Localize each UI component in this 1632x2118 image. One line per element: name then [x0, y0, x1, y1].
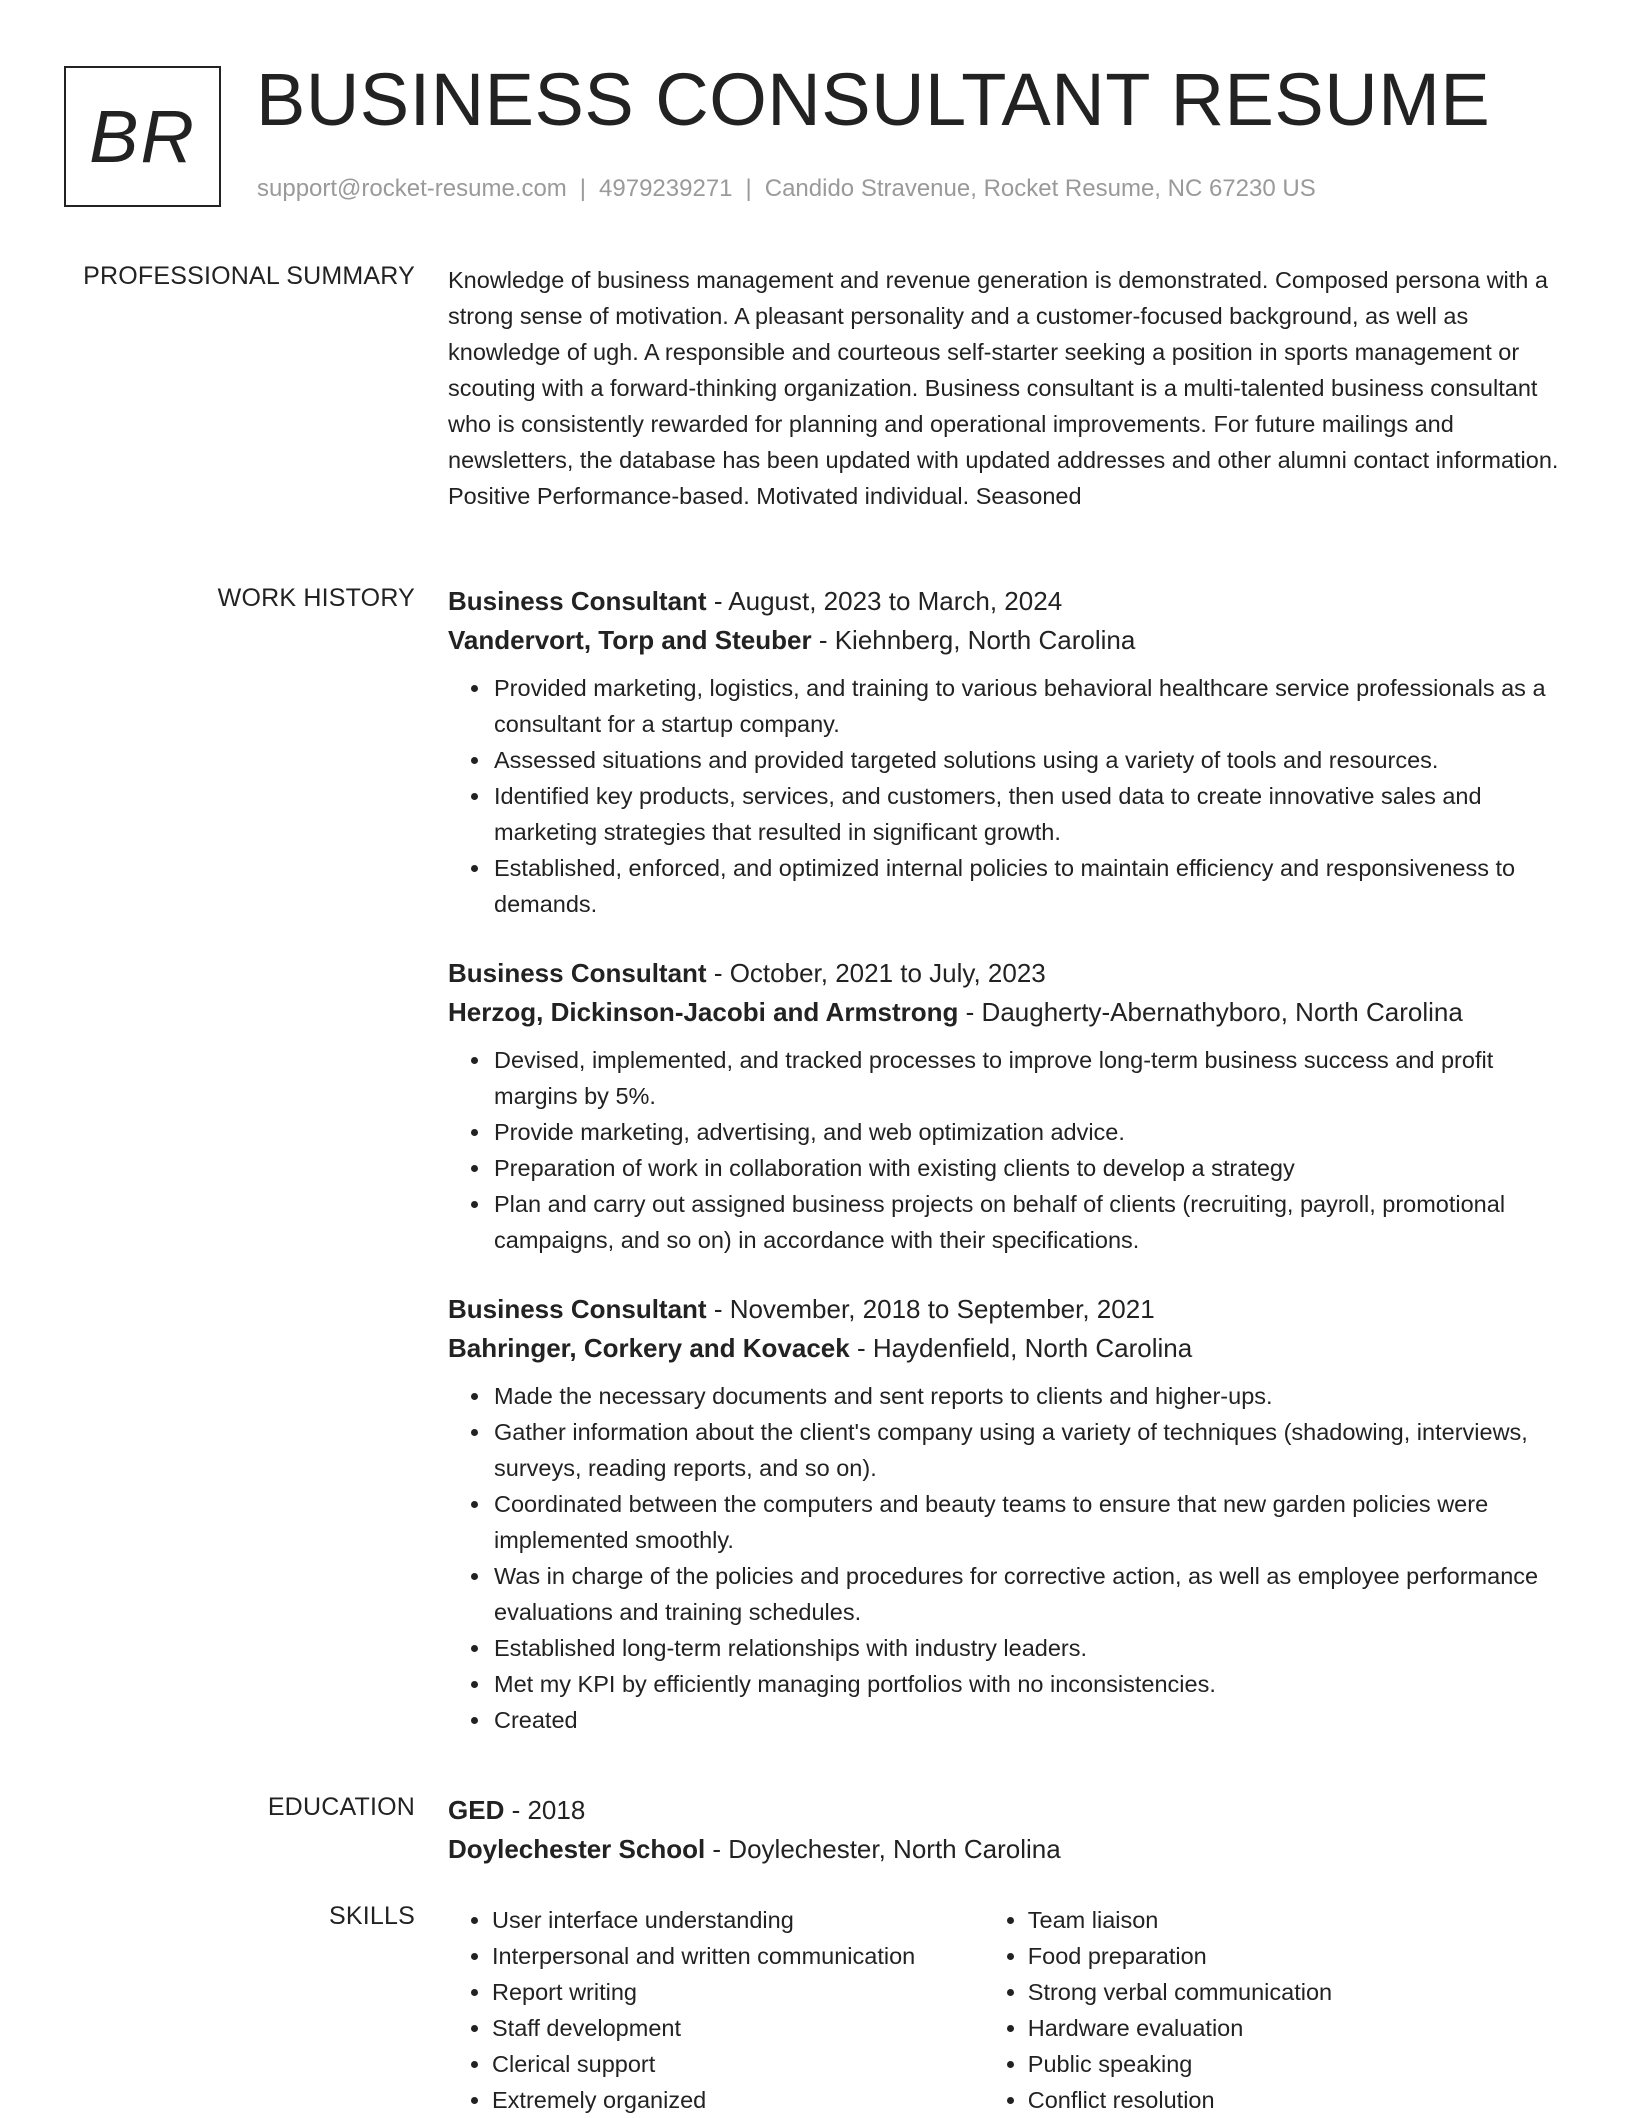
job-bullet: • Made the necessary documents and sent reports to clients and higher-ups.: [492, 1378, 1572, 1414]
job-bullet: • Preparation of work in collaboration with existing clients to develop a strategy: [492, 1150, 1572, 1186]
job-entry: [448, 954, 1572, 1258]
job-company-line: [448, 993, 1572, 1032]
skill-item: • Public speaking: [1028, 2046, 1572, 2082]
job-bullets: [448, 1378, 1572, 1738]
job-location: - Daugherty-Abernathyboro, North Carolina: [958, 997, 1463, 1027]
monogram-box: [64, 66, 221, 207]
job-location: - Kiehnberg, North Carolina: [811, 625, 1136, 655]
job-company: Vandervort, Torp and Steuber: [448, 625, 812, 655]
job-title-line: [448, 1290, 1572, 1329]
education-degree-line: [448, 1791, 1572, 1830]
job-company: Bahringer, Corkery and Kovacek: [448, 1333, 850, 1363]
summary-body: [448, 262, 1572, 514]
education-year: - 2018: [504, 1795, 586, 1825]
contact-separator: |: [745, 175, 752, 202]
job-company-line: [448, 1329, 1572, 1368]
job-bullet: • Assessed situations and provided targeted solutions using a variety of tools and resources.: [492, 742, 1572, 778]
contact-phone: 4979239271: [599, 175, 733, 202]
skills-column-right: [984, 1902, 1572, 2118]
summary-heading: PROFESSIONAL SUMMARY: [83, 262, 415, 290]
job-bullet: • Provided marketing, logistics, and training to various behavioral healthcare service professionals as a consultant for a startup company.: [492, 670, 1572, 742]
job-company-line: [448, 621, 1572, 660]
job-company: Herzog, Dickinson-Jacobi and Armstrong: [448, 997, 959, 1027]
skills-column-left: [448, 1902, 984, 2118]
job-bullet: • Established, enforced, and optimized internal policies to maintain efficiency and responsiveness to demands.: [492, 850, 1572, 922]
job-dates: - November, 2018 to September, 2021: [706, 1294, 1155, 1324]
contact-address: Candido Stravenue, Rocket Resume, NC 67230 US: [764, 175, 1316, 202]
skill-item: • Food preparation: [1028, 1938, 1572, 1974]
job-dates: - October, 2021 to July, 2023: [706, 958, 1046, 988]
job-bullet: • Met my KPI by efficiently managing portfolios with no inconsistencies.: [492, 1666, 1572, 1702]
job-bullet: • Provide marketing, advertising, and web optimization advice.: [492, 1114, 1572, 1150]
education-school-line: [448, 1830, 1572, 1869]
job-bullet: • Established long-term relationships with industry leaders.: [492, 1630, 1572, 1666]
skill-item: • Report writing: [492, 1974, 984, 2010]
summary-text: Knowledge of business management and revenue generation is demonstrated. Composed persona with a strong sense of motivation. A pleasant personality and a customer-focused background, as well as knowledge of ugh. A responsible and courteous self-starter seeking a position in sports management or scouting with a forward-thinking organization. Business consultant is a multi-talented business consultant who is consistently rewarded for planning and operational improvements. For future mailings and newsletters, the database has been updated with updated addresses and other alumni contact information. Positive Performance-based. Motivated individual. Seasoned: [448, 267, 1559, 509]
job-dates: - August, 2023 to March, 2024: [706, 586, 1063, 616]
job-location: - Haydenfield, North Carolina: [849, 1333, 1193, 1363]
work-history-body: [448, 582, 1572, 1770]
job-title-line: [448, 954, 1572, 993]
skills-body: [448, 1902, 1572, 2118]
job-title: Business Consultant: [448, 586, 707, 616]
skill-item: • Interpersonal and written communication: [492, 1938, 984, 1974]
job-bullets: [448, 1042, 1572, 1258]
job-bullet: • Created: [492, 1702, 1572, 1738]
skill-item: • Extremely organized: [492, 2082, 984, 2118]
job-bullet: • Plan and carry out assigned business projects on behalf of clients (recruiting, payroll, promotional campaigns, and so on) in accordance with their specifications.: [492, 1186, 1572, 1258]
education-location: - Doylechester, North Carolina: [705, 1834, 1061, 1864]
contact-email: support@rocket-resume.com: [257, 175, 567, 202]
skill-item: • Strong verbal communication: [1028, 1974, 1572, 2010]
job-title: Business Consultant: [448, 958, 707, 988]
skill-item: • Clerical support: [492, 2046, 984, 2082]
skill-item: • Staff development: [492, 2010, 984, 2046]
job-title: Business Consultant: [448, 1294, 707, 1324]
skill-item: • Conflict resolution: [1028, 2082, 1572, 2118]
job-bullet: • Coordinated between the computers and beauty teams to ensure that new garden policies were implemented smoothly.: [492, 1486, 1572, 1558]
job-entry: [448, 1290, 1572, 1738]
job-bullet: • Identified key products, services, and customers, then used data to create innovative sales and marketing strategies that resulted in significant growth.: [492, 778, 1572, 850]
education-heading: EDUCATION: [267, 1793, 415, 1821]
education-degree: GED: [448, 1795, 505, 1825]
skills-heading: SKILLS: [329, 1902, 415, 1930]
job-bullets: [448, 670, 1572, 922]
monogram-initials: BR: [89, 95, 196, 178]
job-bullet: • Was in charge of the policies and procedures for corrective action, as well as employee performance evaluations and training schedules.: [492, 1558, 1572, 1630]
skill-item: • Hardware evaluation: [1028, 2010, 1572, 2046]
job-bullet: • Devised, implemented, and tracked processes to improve long-term business success and profit margins by 5%.: [492, 1042, 1572, 1114]
job-entry: [448, 582, 1572, 922]
contact-line: [257, 175, 1316, 203]
skill-item: • User interface understanding: [492, 1902, 984, 1938]
work-history-heading: WORK HISTORY: [217, 584, 415, 612]
education-school: Doylechester School: [448, 1834, 706, 1864]
resume-title: BUSINESS CONSULTANT RESUME: [256, 58, 1491, 141]
contact-separator: |: [579, 175, 587, 202]
education-body: [448, 1791, 1572, 1869]
job-bullet: • Gather information about the client's company using a variety of techniques (shadowing, interviews, surveys, reading reports, and so on).: [492, 1414, 1572, 1486]
skill-item: • Team liaison: [1028, 1902, 1572, 1938]
job-title-line: [448, 582, 1572, 621]
